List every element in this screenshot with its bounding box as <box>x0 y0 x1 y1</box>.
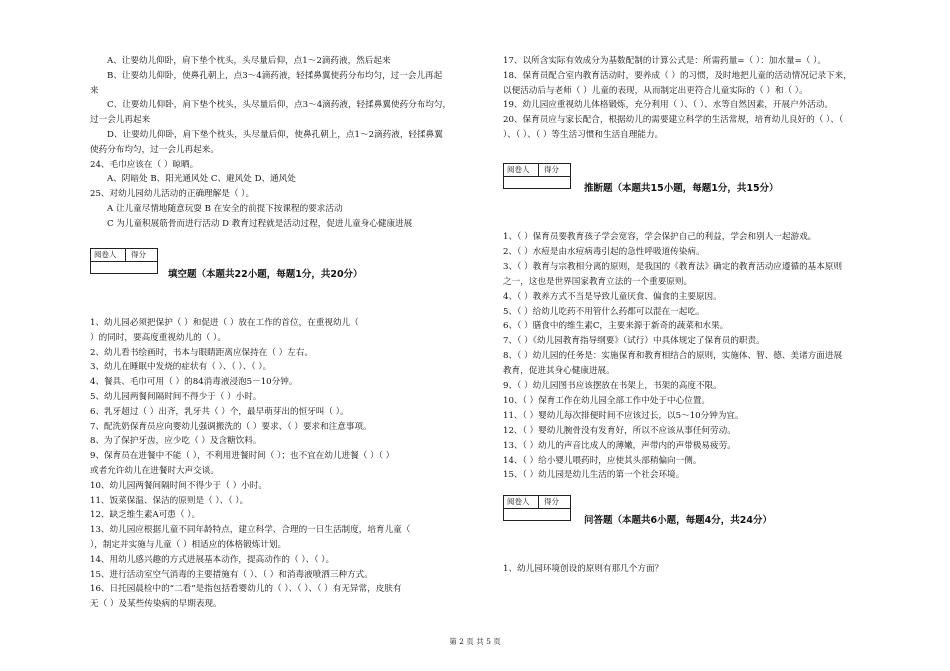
text-line: 8、（ ）幼儿园的任务是：实施保育和教育相结合的原则，实施体、智、德、美诸方面进展 <box>503 351 843 362</box>
score-label: 得分 <box>131 250 146 259</box>
text-line: 18、保育员配合室内教育活动时，要养成（ ）的习惯，及时地把儿童的活动情况记录下来， <box>503 70 852 81</box>
text-line: 12、缺乏维生素A可患（ ）。 <box>90 510 201 521</box>
text-line: 8、为了保护牙齿，应少吃（ ）及含糖饮料。 <box>90 436 262 447</box>
text-line: 使药分布均匀，过一会儿再起来。 <box>90 144 219 155</box>
text-line: A、让要幼儿仰卧，肩下垫个枕头，头尽量后仰，点1～2滴药液，然后起来 <box>107 56 391 66</box>
section-title-judge: 推断题（本题共15小题，每题1分，共15分） <box>584 183 779 194</box>
text-line: 1、（ ）保育员要教育孩子学会宽容，学会保护自己的利益，学会和别人一起游戏。 <box>503 232 817 242</box>
text-line: 6、乳牙超过（ ）出齐，乳牙共（ ）个，最早萌芽出的恒牙叫（ ）。 <box>90 406 349 417</box>
text-line: 过一会儿再起来 <box>90 115 151 126</box>
text-line: ）、（ ）、（ ）等生活习惯和生活自理能力。 <box>503 130 664 140</box>
text-line: C 为儿童积展筋骨而进行活动 D 教育过程就是活动过程，促进儿童身心健康进展 <box>107 218 413 229</box>
page-footer: 第 2 页 共 5 页 <box>449 637 501 646</box>
score-box-judge <box>503 163 571 189</box>
score-label: 得分 <box>544 165 559 174</box>
text-line: 无（ ）及某些传染病的早期表现。 <box>90 599 222 610</box>
text-line: 以便活动后与老师（ ）儿童的表现，从而制定出更符合儿童实际的（ ）和（ ）。 <box>503 85 808 96</box>
text-line: 20、保育员应与家长配合，根据幼儿的需要建立科学的生活常规，培育幼儿良好的（ ）、（ <box>503 115 844 126</box>
text-line: 25、对幼儿园幼儿活动的正确理解是（ ）。 <box>90 189 255 200</box>
text-line: A 让儿童尽情地随意玩耍 B 在安全的前提下按课程的要求活动 <box>107 204 343 214</box>
text-line: 1、幼儿园环境创设的原则有那几个方面？ <box>503 564 664 574</box>
text-line: ），制定并实施与儿童（ ）相适应的体格锻炼计划。 <box>90 540 287 550</box>
score-box-fill <box>90 248 158 274</box>
text-line: 10、幼儿园两餐间隔时间不得少于（ ）小时。 <box>90 480 267 491</box>
text-line: 19、幼儿园应重视幼儿体格锻炼，充分利用（ ）、（ ）、水等自然因素，开展户外活动。 <box>503 100 834 111</box>
text-line: 15、进行活动室空气消毒的主要措施有（ ）、（ ）和消毒液喷洒三种方式。 <box>90 569 373 580</box>
text-line: 来 <box>90 85 99 96</box>
text-line: 11、饭菜保温、保洁的原则是（ ）、（ ）。 <box>90 495 249 506</box>
text-line: 16、日托园晨检中的“二看”是指包括看婴幼儿的（ ）、（ ）、（ ）有无异常，皮肤有 <box>90 584 402 595</box>
score-label: 得分 <box>544 497 559 506</box>
text-line: 2、（ ）水痘是由水痘病毒引起的急性呼吸道传染病。 <box>503 246 705 257</box>
text-line: 7、配洗奶保育员应向婴幼儿强调搬洗的（ ）要求、（ ）要求和注意事项。 <box>90 421 372 432</box>
section-title-fill: 填空题（本题共22小题，每题1分，共20分） <box>168 269 363 280</box>
text-line: 14、（ ）给小婴儿喂药时，应使其头部稍偏向一侧。 <box>503 455 702 466</box>
reviewer-label: 阅卷人 <box>94 250 117 259</box>
text-line: 2、幼儿看书绘画时，书本与眼睛距离应保持在（ ）左右。 <box>90 347 314 358</box>
text-line: 10、（ ）保育工作在幼儿园全部工作中处于中心位置。 <box>503 395 711 406</box>
score-box-qa <box>503 495 571 521</box>
text-line: 14、用幼儿感兴趣的方式进展基本动作，提高动作的（ ）、（ ）。 <box>90 554 335 565</box>
text-line: 1、幼儿园必须把保护（ ）和促进（ ）放在工作的首位，在重视幼儿（ <box>90 318 359 328</box>
text-line: 13、幼儿园应根据儿童不同年龄特点，建立科学、合理的一日生活制度，培育儿童（ <box>90 525 411 536</box>
reviewer-label: 阅卷人 <box>507 497 530 506</box>
text-line: 5、（ ）给幼儿吃药不用管什么药都可以混在一起吃。 <box>503 306 705 317</box>
text-line: 教育，促进其身心健康进展。 <box>503 366 615 377</box>
text-line: 13、（ ）幼儿的声音比成人的薄嫩，声带内的声带极易疲劳。 <box>503 440 736 451</box>
text-line: 5、幼儿园两餐间隔时间不得少于（ ）小时。 <box>90 392 262 402</box>
text-line: ）的同时，要高度重视幼儿的（ ）。 <box>90 332 226 343</box>
text-line: C、让要幼儿仰卧，肩下垫个枕头，头尽量后仰，点3～4滴药液，轻揉鼻翼使药分布均匀， <box>107 100 452 111</box>
text-line: 3、（ ）教育与宗教相分离的原则，是我国的《教育法》确定的教育活动应遵循的基本原则 <box>503 261 843 272</box>
text-line: 或者允许幼儿在进餐时大声交谈。 <box>90 466 219 476</box>
text-line: 7、（ ）《幼儿园教育指导纲要》（试行）中具体规定了保育员的职责。 <box>503 336 765 347</box>
text-line: 4、（ ）教养方式不当是导致儿童厌食、偏食的主要原因。 <box>503 291 722 302</box>
text-line: 24、毛巾应该在（ ）晾晒。 <box>90 159 199 170</box>
text-line: A、阴暗处 B、阳光通风处 C、避风处 D、通风处 <box>107 174 296 185</box>
text-line: 3、幼儿在睡眠中发烧的症状有（ ）、（ ）、（ ）。 <box>90 362 272 373</box>
text-line: B、让要幼儿仰卧，使鼻孔朝上，点3～4滴药液，轻揉鼻翼使药分布均匀，过一会儿再起 <box>107 70 443 81</box>
section-title-qa: 问答题（本题共6小题，每题4分，共24分） <box>584 515 772 526</box>
text-line: 4、餐具、毛巾可用（ ）的84消毒液浸泡5－10分钟。 <box>90 377 298 388</box>
text-line: 15、（ ）幼儿园是幼儿生活的第一个社会环境。 <box>503 470 685 481</box>
text-line: 17、以所含实际有效成分为基数配制的计算公式是：所需药量=（ ）：加水量=（ ）。 <box>503 56 826 66</box>
reviewer-label: 阅卷人 <box>507 165 530 174</box>
text-line: 12、（ ）婴幼儿腕骨没有发育好，所以不应该从事任何劳动。 <box>503 425 736 436</box>
text-line: 之一，这也是世界国家教育立法的一个重要原则。 <box>503 276 693 287</box>
text-line: 9、保育员在进餐中不能（ ），不利用进餐时间（ ）；也不宜在幼儿进餐（ ）（ ） <box>90 451 395 462</box>
text-line: 9、（ ）幼儿园图书应该摆放在书架上，书架的高度不限。 <box>503 381 722 391</box>
text-line: D、让要幼儿仰卧，肩下垫个枕头，头尽量后仰，使鼻孔朝上，点1～2滴药液，轻揉鼻翼 <box>107 130 443 140</box>
text-line: 6、（ ）膳食中的维生素C，主要来源于新奇的蔬菜和水果。 <box>503 321 729 332</box>
text-line: 11、（ ）婴幼儿每次排便时间不应该过长，以5～10分钟为宜。 <box>503 410 744 421</box>
